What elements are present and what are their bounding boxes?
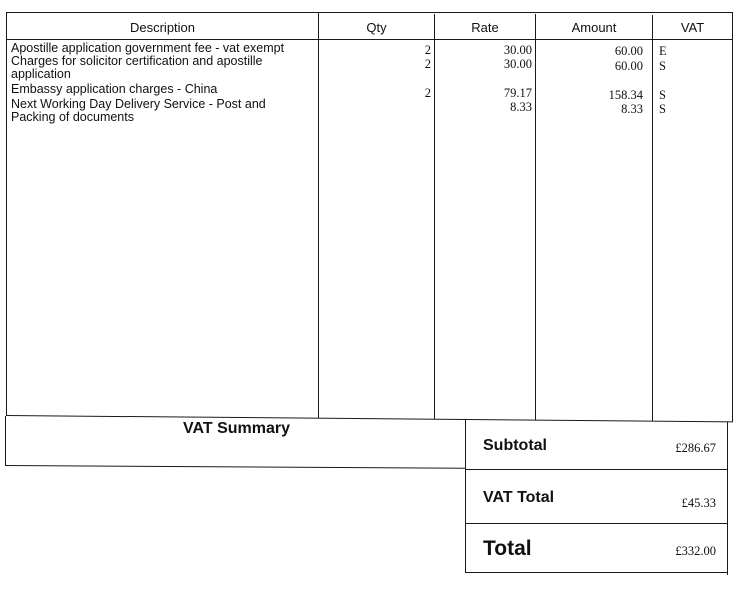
subtotal-bottom-border (465, 469, 728, 470)
vat-total-label: VAT Total (483, 489, 555, 506)
row-4-rate: 8.33 (510, 100, 532, 114)
row-3-description: Embassy application charges - China (11, 82, 218, 96)
rate-divider (434, 14, 435, 419)
table-top-border (6, 12, 733, 13)
row-3-qty: 2 (424, 86, 431, 100)
qty-divider (318, 12, 319, 418)
total-label: Total (483, 537, 532, 560)
vat-summary-title: VAT Summary (183, 420, 290, 437)
header-vat: VAT (680, 19, 705, 35)
row-3-rate: 79.17 (503, 86, 532, 100)
table-right-border (732, 13, 733, 422)
row-4-description: Next Working Day Delivery Service - Post and Packing of documents (11, 97, 266, 124)
total-value: £332.00 (675, 544, 716, 558)
row-4-vat: S (659, 102, 666, 116)
header-rate: Rate (471, 19, 499, 35)
vat-total-value: £45.33 (681, 496, 716, 510)
row-1-rate: 30.00 (503, 43, 532, 57)
table-left-border (6, 12, 7, 416)
row-1-vat: E (659, 44, 667, 58)
row-1-qty: 2 (424, 43, 431, 57)
totals-left-border (465, 420, 466, 573)
subtotal-label: Subtotal (483, 437, 547, 454)
vat-total-bottom-border (465, 523, 728, 524)
row-3-vat: S (659, 88, 666, 102)
row-2-rate: 30.00 (503, 57, 532, 71)
subtotal-value: £286.67 (675, 441, 716, 455)
amount-divider (535, 14, 536, 420)
header-qty: Qty (366, 19, 387, 35)
row-1-amount: 60.00 (614, 44, 643, 58)
vat-summary-bottom-border (5, 465, 465, 469)
row-3-amount: 158.34 (608, 88, 643, 102)
vat-divider (652, 15, 653, 421)
row-2-vat: S (659, 59, 666, 73)
row-2-description: Charges for solicitor certification and apostille application (11, 54, 263, 81)
header-amount: Amount (571, 19, 617, 35)
totals-right-border (727, 422, 728, 575)
row-2-amount: 60.00 (614, 59, 643, 73)
row-2-qty: 2 (424, 57, 431, 71)
total-bottom-border (465, 572, 728, 573)
header-bottom-border (6, 39, 733, 40)
row-4-amount: 8.33 (621, 102, 643, 116)
header-description: Description (129, 19, 196, 35)
vat-summary-left-border (5, 416, 6, 466)
row-1-description: Apostille application government fee - vat exempt (11, 41, 285, 55)
